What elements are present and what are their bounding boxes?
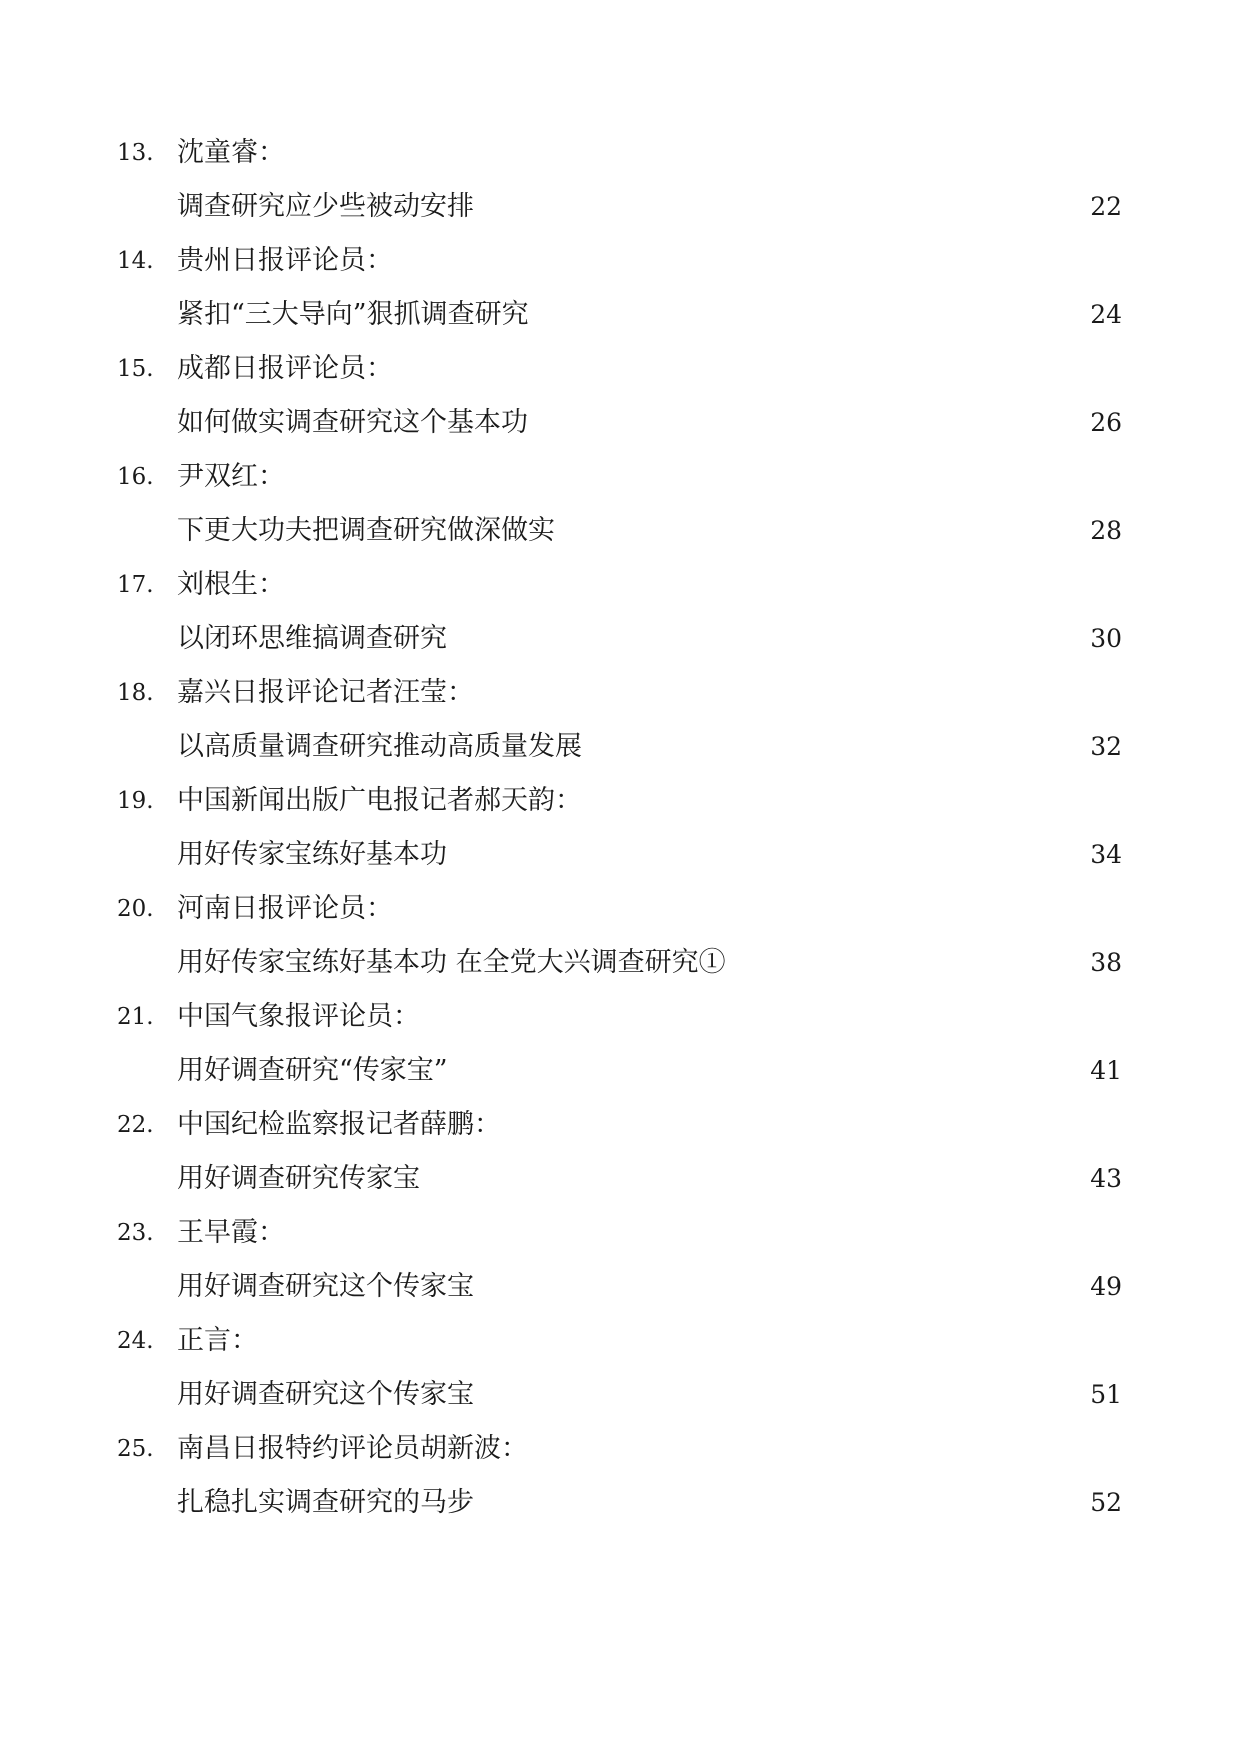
toc-entry[interactable] — [117, 774, 1122, 882]
toc-author-line — [117, 666, 1122, 720]
entry-title[interactable]: 以高质量调查研究推动高质量发展 — [177, 731, 582, 762]
toc-author-line — [117, 234, 1122, 288]
toc-title-line — [117, 828, 1122, 882]
toc-entry[interactable] — [117, 342, 1122, 450]
entry-author: 嘉兴日报评论记者汪莹： — [177, 677, 474, 708]
toc-author-line — [117, 1098, 1122, 1152]
toc-title-line — [117, 1260, 1122, 1314]
entry-title[interactable]: 下更大功夫把调查研究做深做实 — [177, 515, 555, 546]
toc-title-line — [117, 612, 1122, 666]
entry-page-number: 43 — [1090, 1164, 1122, 1193]
entry-author: 贵州日报评论员： — [177, 245, 393, 276]
entry-title[interactable]: 用好调查研究这个传家宝 — [177, 1379, 474, 1410]
entry-number: 23. — [117, 1220, 154, 1246]
entry-page-number: 52 — [1090, 1488, 1122, 1517]
entry-page-number: 34 — [1090, 840, 1122, 869]
toc-author-line — [117, 558, 1122, 612]
toc-author-line — [117, 1206, 1122, 1260]
entry-author: 王早霞： — [177, 1217, 285, 1248]
entry-title[interactable]: 用好调查研究这个传家宝 — [177, 1271, 474, 1302]
entry-author: 刘根生： — [177, 569, 285, 600]
toc-entry[interactable] — [117, 234, 1122, 342]
entry-number: 17. — [117, 572, 154, 598]
toc-title-line — [117, 1368, 1122, 1422]
toc-title-line — [117, 504, 1122, 558]
entry-number: 19. — [117, 788, 154, 814]
entry-title[interactable]: 以闭环思维搞调查研究 — [177, 623, 447, 654]
toc-title-line — [117, 1152, 1122, 1206]
toc-author-line — [117, 126, 1122, 180]
toc-entry[interactable] — [117, 126, 1122, 234]
toc-title-line — [117, 180, 1122, 234]
entry-page-number: 41 — [1090, 1056, 1122, 1085]
toc-entry[interactable] — [117, 666, 1122, 774]
entry-page-number: 30 — [1090, 624, 1122, 653]
toc-author-line — [117, 990, 1122, 1044]
entry-page-number: 32 — [1090, 732, 1122, 761]
entry-title[interactable]: 调查研究应少些被动安排 — [177, 191, 474, 222]
entry-title[interactable]: 紧扣“三大导向”狠抓调查研究 — [177, 299, 529, 330]
toc-entry[interactable] — [117, 882, 1122, 990]
entry-title[interactable]: 用好调查研究传家宝 — [177, 1163, 420, 1194]
entry-number: 13. — [117, 140, 154, 166]
entry-page-number: 38 — [1090, 948, 1122, 977]
table-of-contents — [117, 126, 1122, 1530]
entry-title[interactable]: 用好传家宝练好基本功 — [177, 839, 447, 870]
entry-page-number: 49 — [1090, 1272, 1122, 1301]
entry-title[interactable]: 如何做实调查研究这个基本功 — [177, 407, 528, 438]
entry-number: 24. — [117, 1328, 154, 1354]
toc-author-line — [117, 342, 1122, 396]
toc-title-line — [117, 720, 1122, 774]
entry-page-number: 51 — [1090, 1380, 1122, 1409]
toc-author-line — [117, 450, 1122, 504]
entry-number: 20. — [117, 896, 154, 922]
entry-author: 正言： — [177, 1325, 258, 1356]
entry-author: 中国气象报评论员： — [177, 1001, 420, 1032]
entry-title[interactable]: 扎稳扎实调查研究的马步 — [177, 1487, 474, 1518]
entry-number: 16. — [117, 464, 154, 490]
toc-author-line — [117, 774, 1122, 828]
entry-page-number: 24 — [1090, 300, 1122, 329]
entry-number: 14. — [117, 248, 154, 274]
toc-title-line — [117, 396, 1122, 450]
entry-author: 河南日报评论员： — [177, 893, 393, 924]
entry-author: 沈童睿： — [177, 137, 285, 168]
toc-entry[interactable] — [117, 450, 1122, 558]
toc-entry[interactable] — [117, 1098, 1122, 1206]
entry-page-number: 28 — [1090, 516, 1122, 545]
entry-title[interactable]: 用好调查研究“传家宝” — [177, 1055, 448, 1086]
toc-entry[interactable] — [117, 1314, 1122, 1422]
entry-author: 成都日报评论员： — [177, 353, 393, 384]
toc-title-line — [117, 1044, 1122, 1098]
entry-page-number: 26 — [1090, 408, 1122, 437]
entry-number: 18. — [117, 680, 154, 706]
toc-entry[interactable] — [117, 558, 1122, 666]
toc-entry[interactable] — [117, 1422, 1122, 1530]
toc-author-line — [117, 1422, 1122, 1476]
toc-title-line — [117, 288, 1122, 342]
entry-author: 中国新闻出版广电报记者郝天韵： — [177, 785, 582, 816]
entry-number: 25. — [117, 1436, 154, 1462]
toc-title-line — [117, 1476, 1122, 1530]
entry-page-number: 22 — [1090, 192, 1122, 221]
entry-number: 15. — [117, 356, 154, 382]
entry-number: 21. — [117, 1004, 154, 1030]
toc-author-line — [117, 1314, 1122, 1368]
entry-title[interactable]: 用好传家宝练好基本功 在全党大兴调查研究① — [177, 947, 726, 978]
toc-entry[interactable] — [117, 990, 1122, 1098]
toc-title-line — [117, 936, 1122, 990]
entry-author: 尹双红： — [177, 461, 285, 492]
toc-author-line — [117, 882, 1122, 936]
entry-author: 南昌日报特约评论员胡新波： — [177, 1433, 528, 1464]
toc-entry[interactable] — [117, 1206, 1122, 1314]
entry-author: 中国纪检监察报记者薛鹏： — [177, 1109, 501, 1140]
entry-number: 22. — [117, 1112, 154, 1138]
